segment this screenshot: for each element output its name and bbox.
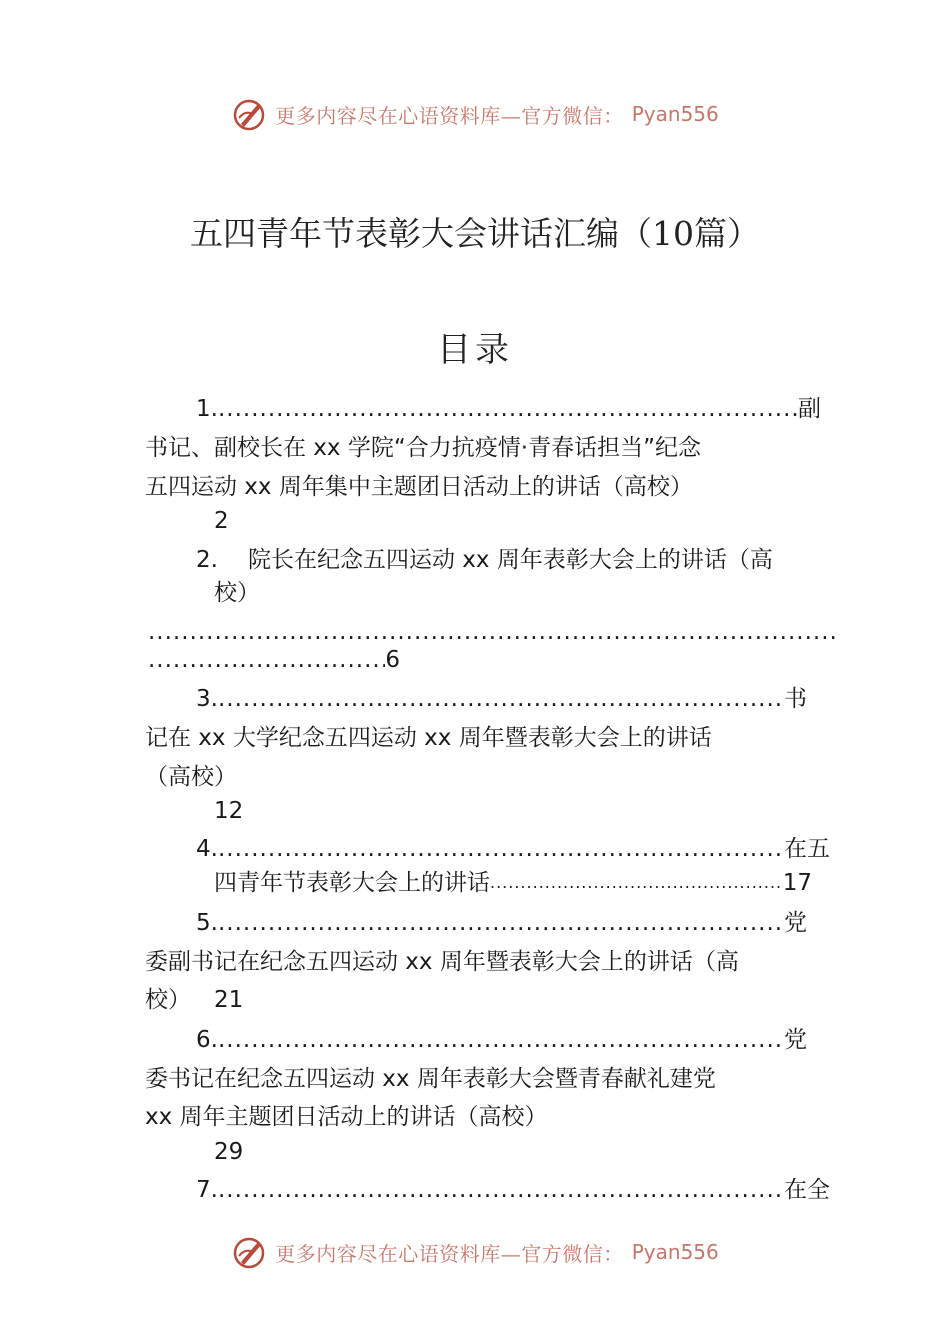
toc-leader-dots <box>148 617 836 647</box>
toc-entry-3-line3[interactable]: （高校） <box>145 764 237 790</box>
toc-entry-2-line1[interactable]: 院长在纪念五四运动 xx 周年表彰大会上的讲话（高 <box>248 547 773 573</box>
header-banner-text: 更多内容尽在心语资料库—官方微信： <box>275 103 624 128</box>
footer-banner <box>0 1232 950 1272</box>
toc-entry-1-lead: 副 <box>798 396 821 422</box>
toc-leader-dots <box>148 645 385 675</box>
toc-leader-dots <box>218 908 784 938</box>
toc-entry-3-line2[interactable]: 记在 xx 大学纪念五四运动 xx 周年暨表彰大会上的讲话 <box>145 725 712 751</box>
toc-leader-dots <box>218 1025 784 1055</box>
toc-entry-6-page[interactable]: 29 <box>214 1139 244 1165</box>
toc-entry-1-dotline[interactable] <box>196 394 821 424</box>
toc-entry-3-lead: 书 <box>784 686 807 712</box>
toc-entry-6-line2[interactable]: 委书记在纪念五四运动 xx 周年表彰大会暨青春献礼建党 <box>145 1066 716 1092</box>
toc-entry-6-line3[interactable]: xx 周年主题团日活动上的讲话（高校） <box>145 1104 548 1130</box>
toc-leader-dots <box>218 394 798 424</box>
toc-entry-5-line2[interactable]: 委副书记在纪念五四运动 xx 周年暨表彰大会上的讲话（高 <box>145 949 739 975</box>
toc-entry-2-number: 2. <box>196 547 218 573</box>
toc-entry-4-line2-row[interactable] <box>214 868 812 898</box>
footer-wechat-id: Pyan556 <box>631 1240 719 1264</box>
toc-entry-5-lead: 党 <box>784 910 807 936</box>
toc-entry-2-dotline <box>148 617 836 647</box>
toc-entry-3-dotline[interactable] <box>196 684 807 714</box>
toc-leader-dots <box>218 834 784 864</box>
toc-heading: 目录 <box>437 330 513 370</box>
toc-leader-dots <box>218 1175 784 1205</box>
toc-entry-1-number: 1. <box>196 396 218 422</box>
toc-entry-4-lead: 在五 <box>784 836 830 862</box>
toc-entry-5-number: 5. <box>196 910 218 936</box>
pen-seal-logo-icon <box>231 1234 267 1270</box>
toc-entry-4-page: 17 <box>782 870 812 896</box>
toc-entry-2-page: 6 <box>385 647 400 673</box>
header-banner <box>0 94 950 134</box>
toc-entry-5-page[interactable]: 21 <box>214 987 244 1013</box>
toc-entry-2-line2[interactable]: 校） <box>214 580 260 606</box>
toc-entry-6-number: 6. <box>196 1027 218 1053</box>
toc-entry-4-dotline[interactable] <box>196 834 830 864</box>
toc-entry-3-page[interactable]: 12 <box>214 798 244 824</box>
toc-entry-3-number: 3. <box>196 686 218 712</box>
pen-seal-logo-icon <box>231 96 267 132</box>
toc-entry-7-lead: 在全 <box>784 1177 830 1203</box>
toc-entry-1-line2[interactable]: 书记、副校长在 xx 学院“合力抗疫情·青春话担当”纪念 <box>145 435 701 461</box>
toc-entry-4-line2: 四青年节表彰大会上的讲话 <box>214 870 490 896</box>
toc-entry-1-line3[interactable]: 五四运动 xx 周年集中主题团日活动上的讲话（高校） <box>145 474 693 500</box>
toc-leader-dots <box>218 684 784 714</box>
toc-entry-1-page[interactable]: 2 <box>214 508 229 534</box>
toc-entry-7-dotline[interactable] <box>196 1175 830 1205</box>
toc-entry-4-number: 4. <box>196 836 218 862</box>
toc-entry-6-lead: 党 <box>784 1027 807 1053</box>
footer-banner-text: 更多内容尽在心语资料库—官方微信： <box>275 1241 624 1266</box>
toc-entry-7-number: 7. <box>196 1177 218 1203</box>
toc-entry-6-dotline[interactable] <box>196 1025 807 1055</box>
toc-entry-2-page-row[interactable] <box>148 645 400 675</box>
document-title: 五四青年节表彰大会讲话汇编（10篇） <box>190 214 760 253</box>
header-wechat-id: Pyan556 <box>631 102 719 126</box>
toc-entry-5-line3[interactable]: 校） <box>145 987 191 1013</box>
toc-leader-dots <box>490 868 783 898</box>
toc-entry-5-dotline[interactable] <box>196 908 807 938</box>
